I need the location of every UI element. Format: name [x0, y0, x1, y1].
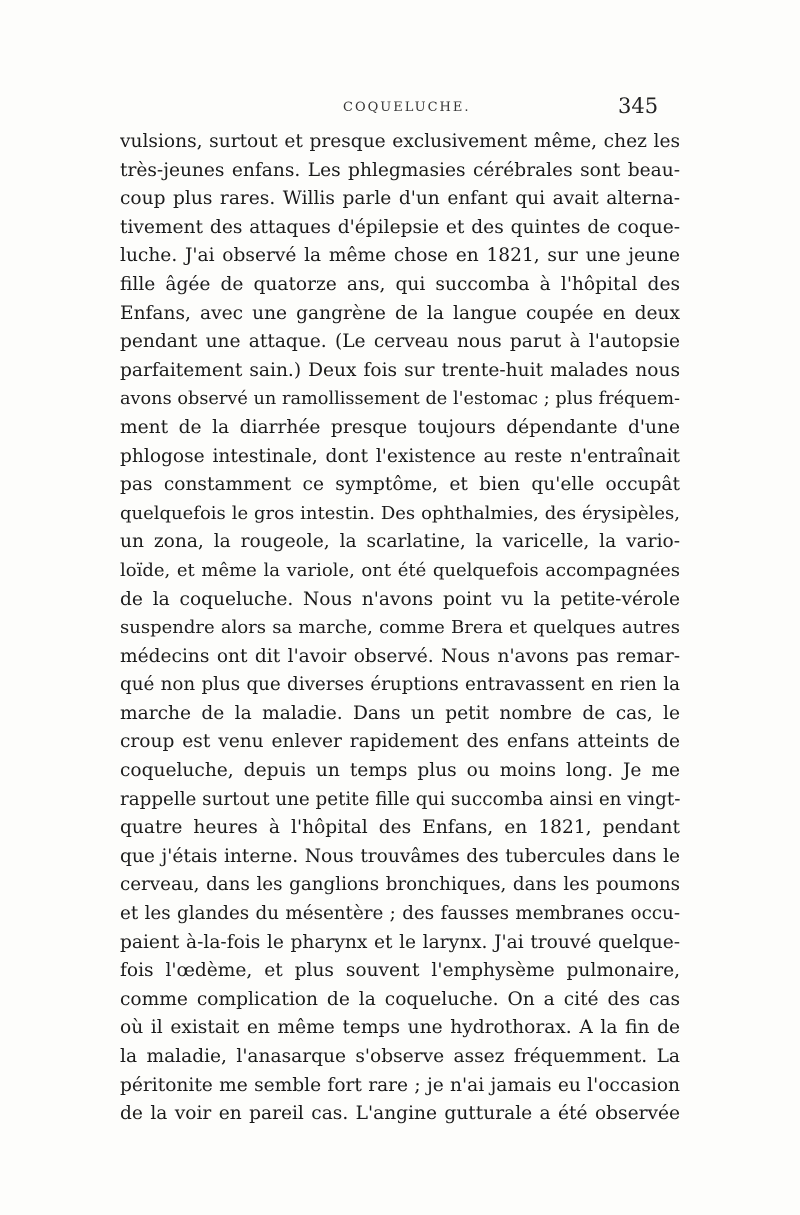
- text-line: péritonite me semble fort rare ; je n'ai jamais eu l'occasion: [120, 1074, 680, 1096]
- text-line: quatre heures à l'hôpital des Enfans, en 1821, pendant: [120, 817, 680, 839]
- text-line: paient à-la-fois le pharynx et le larynx. J'ai trouvé quelque-: [120, 931, 680, 953]
- text-line: qué non plus que diverses éruptions entravassent en rien la: [120, 674, 680, 696]
- text-line: rappelle surtout une petite fille qui succomba ainsi en vingt-: [120, 788, 680, 810]
- text-line: suspendre alors sa marche, comme Brera et quelques autres: [120, 617, 680, 639]
- text-line: quelquefois le gros intestin. Des ophthalmies, des érysipèles,: [120, 502, 680, 524]
- text-line: coqueluche, depuis un temps plus ou moins long. Je me: [120, 760, 680, 782]
- text-line: et les glandes du mésentère ; des fausses membranes occu-: [120, 903, 680, 925]
- text-line: pas constamment ce symptôme, et bien qu'elle occupât: [120, 474, 680, 496]
- text-line: de la voir en pareil cas. L'angine gutturale a été observée: [120, 1103, 680, 1125]
- text-line: croup est venu enlever rapidement des enfans atteints de: [120, 731, 680, 753]
- text-line: où il existait en même temps une hydrothorax. A la fin de: [120, 1017, 680, 1039]
- text-line: comme complication de la coqueluche. On a cité des cas: [120, 988, 680, 1010]
- text-line: avons observé un ramollissement de l'estomac ; plus fréquem-: [120, 389, 680, 410]
- text-line: loïde, et même la variole, ont été quelquefois accompagnées: [120, 559, 680, 581]
- running-head: [0, 94, 800, 124]
- text-line: phlogose intestinale, dont l'existence au reste n'entraînait: [120, 445, 680, 467]
- page-number: 345: [618, 94, 659, 118]
- text-line: marche de la maladie. Dans un petit nombre de cas, le: [120, 702, 680, 724]
- text-line: la maladie, l'anasarque s'observe assez fréquemment. La: [120, 1046, 680, 1067]
- text-line: que j'étais interne. Nous trouvâmes des tubercules dans le: [120, 845, 680, 867]
- text-line: très-jeunes enfans. Les phlegmasies cérébrales sont beau-: [120, 159, 680, 181]
- text-line: un zona, la rougeole, la scarlatine, la varicelle, la vario-: [120, 531, 680, 553]
- text-line: médecins ont dit l'avoir observé. Nous n'avons pas remar-: [120, 645, 680, 667]
- text-line: tivement des attaques d'épilepsie et des quintes de coque-: [120, 216, 680, 238]
- text-line: fille âgée de quatorze ans, qui succomba à l'hôpital des: [120, 273, 680, 295]
- text-line: parfaitement sain.) Deux fois sur trente-huit malades nous: [120, 359, 680, 381]
- text-line: ment de la diarrhée presque toujours dépendante d'une: [120, 416, 680, 438]
- text-line: cerveau, dans les ganglions bronchiques, dans les poumons: [120, 874, 680, 896]
- text-line: fois l'œdème, et plus souvent l'emphysème pulmonaire,: [120, 960, 680, 982]
- text-line: luche. J'ai observé la même chose en 1821, sur une jeune: [120, 245, 680, 267]
- running-title: COQUELUCHE.: [343, 100, 471, 115]
- text-line: coup plus rares. Willis parle d'un enfant qui avait alterna-: [120, 188, 680, 210]
- body-text: [120, 128, 680, 1129]
- text-line: Enfans, avec une gangrène de la langue coupée en deux: [120, 302, 680, 324]
- text-line: vulsions, surtout et presque exclusivement même, chez les: [120, 131, 680, 152]
- text-line: de la coqueluche. Nous n'avons point vu la petite-vérole: [120, 588, 680, 610]
- text-line: pendant une attaque. (Le cerveau nous parut à l'autopsie: [120, 331, 680, 353]
